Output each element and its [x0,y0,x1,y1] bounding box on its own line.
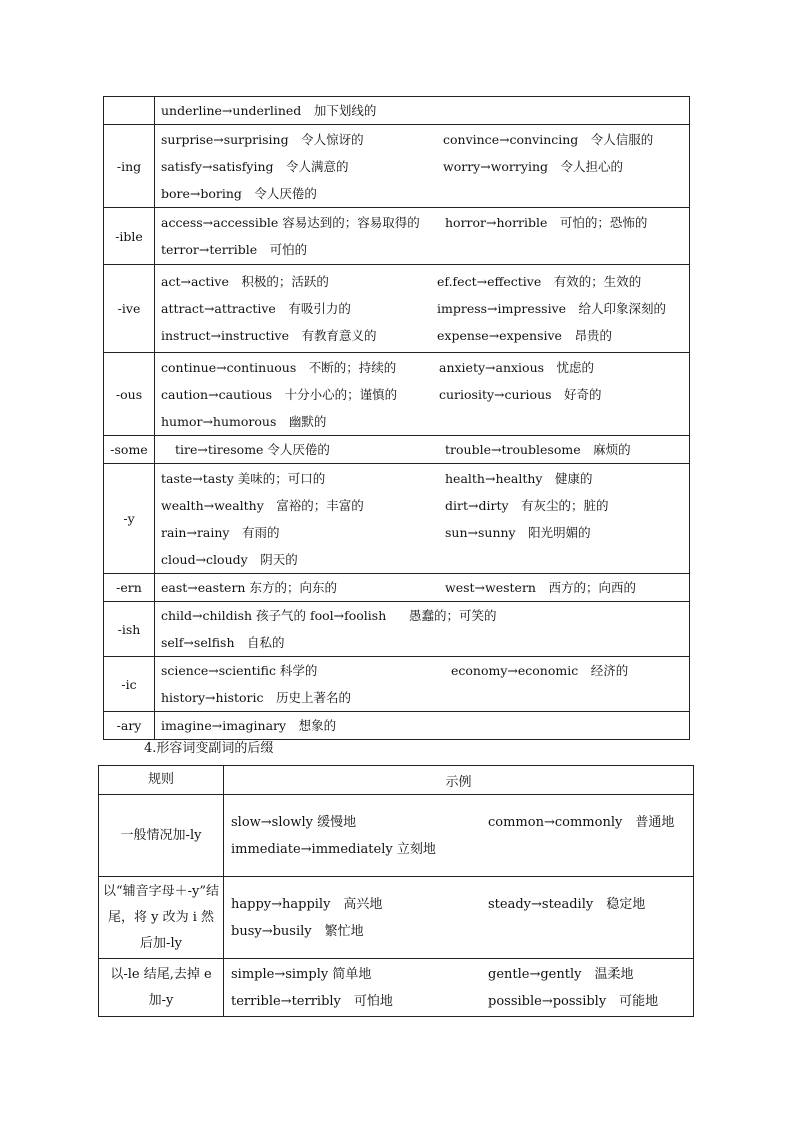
word-entry: busy→busily 繁忙地 [231,923,364,939]
entry-line [224,891,693,918]
entry-line [155,519,689,546]
entry-line [155,465,689,492]
word-entry: instruct→instructive 有教育意义的 [161,328,377,343]
word-entry: terrible→terribly 可怕地 [231,993,393,1009]
header-rule: 规则 [99,766,224,795]
suffix-label: -ing [104,125,155,208]
suffix-row [104,125,690,208]
suffix-label: -some [104,436,155,464]
examples-cell [155,353,690,436]
entry-line [155,712,689,739]
word-entry: history→historic 历史上著名的 [161,690,352,705]
suffix-label: -ic [104,657,155,712]
word-entry: curiosity→curious 好奇的 [439,386,602,402]
section-caption: 4.形容词变副词的后缀 [144,741,274,756]
examples-cell [155,657,690,712]
word-entry: self→selfish 自私的 [161,635,285,650]
word-entry: happy→happily 高兴地 [231,896,383,912]
suffix-table [103,96,690,740]
entry-line [155,381,689,408]
word-entry: sun→sunny 阳光明媚的 [445,524,591,540]
entry-line [155,322,689,349]
suffix-label: -ary [104,712,155,740]
entry-line [155,546,689,573]
word-entry: trouble→troublesome 麻烦的 [445,442,631,457]
examples-cell [155,464,690,574]
word-entry: access→accessible 容易达到的；容易取得的 [161,215,420,230]
suffix-row [104,657,690,712]
entry-line [155,97,689,124]
suffix-row [104,436,690,464]
examples-cell [224,959,694,1017]
word-entry: wealth→wealthy 富裕的；丰富的 [161,497,364,513]
word-entry: immediate→immediately 立刻地 [231,841,436,857]
examples-cell [155,602,690,657]
word-entry: rain→rainy 有雨的 [161,524,280,540]
word-entry: impress→impressive 给人印象深刻的 [437,301,667,316]
suffix-row [104,265,690,353]
suffix-row [104,208,690,265]
word-entry: surprise→surprising 令人惊讶的 [161,131,364,147]
entry-line [224,988,693,1015]
suffix-row [104,712,690,740]
examples-cell [155,574,690,602]
word-entry: taste→tasty 美味的；可口的 [161,470,326,486]
word-entry: health→healthy 健康的 [445,470,593,486]
word-entry: convince→convincing 令人信服的 [443,131,654,147]
adverb-suffix-table [98,765,694,1017]
suffix-row [104,602,690,657]
entry-line [155,629,689,656]
rule-row [99,795,694,877]
header-row [99,766,694,795]
entry-line [155,153,689,180]
rule-text: 一般情况加-ly [99,795,224,877]
suffix-row [104,97,690,125]
word-entry: bore→boring 令人厌倦的 [161,185,317,201]
word-entry: caution→cautious 十分小心的；谨慎的 [161,386,398,402]
entry-line [155,236,689,263]
rule-row [99,959,694,1017]
word-entry: east→eastern 东方的；向东的 [161,580,337,595]
entry-line [155,180,689,207]
word-entry: economy→economic 经济的 [451,663,629,678]
word-entry: act→active 积极的；活跃的 [161,274,329,289]
examples-cell [224,877,694,959]
entry-line [155,209,689,236]
suffix-row [104,574,690,602]
word-entry: common→commonly 普通地 [488,814,675,830]
word-entry: imagine→imaginary 想象的 [161,718,337,733]
word-entry: humor→humorous 幽默的 [161,413,327,429]
examples-cell [155,125,690,208]
word-entry: dirt→dirty 有灰尘的；脏的 [445,497,609,513]
entry-line [155,295,689,322]
word-entry: expense→expensive 昂贵的 [437,328,612,343]
word-entry: worry→worrying 令人担心的 [443,158,623,174]
entry-line [155,684,689,711]
rule-text: 以-le 结尾,去掉 e 加-y [99,959,224,1017]
entry-line [224,961,693,988]
word-entry: west→western 西方的；向西的 [445,580,636,595]
examples-cell [155,712,690,740]
word-entry: gentle→gently 温柔地 [488,966,634,982]
word-entry: simple→simply 简单地 [231,966,372,982]
entry-line [155,408,689,435]
suffix-label [104,97,155,125]
entry-line [155,354,689,381]
word-entry: continue→continuous 不断的；持续的 [161,359,397,375]
examples-cell [155,436,690,464]
entry-line [155,436,689,463]
entry-line [155,268,689,295]
rule-text: 以“辅音字母＋-y”结尾，将 y 改为 i 然后加-ly [99,877,224,959]
word-entry: attract→attractive 有吸引力的 [161,301,351,316]
word-entry: tire→tiresome 令人厌倦的 [175,442,330,457]
word-entry: ef.fect→effective 有效的；生效的 [437,274,642,289]
word-entry: terror→terrible 可怕的 [161,242,308,257]
suffix-label: -y [104,464,155,574]
suffix-label: -ible [104,208,155,265]
entry-line [155,657,689,684]
suffix-label: -ous [104,353,155,436]
word-entry: underline→underlined 加下划线的 [161,103,377,118]
suffix-row [104,464,690,574]
word-entry: 愚蠢的；可笑的 [409,608,497,623]
examples-cell [155,97,690,125]
suffix-row [104,353,690,436]
word-entry: possible→possibly 可能地 [488,993,659,1009]
suffix-label: -ern [104,574,155,602]
examples-cell [224,795,694,877]
entry-line [155,126,689,153]
rule-row [99,877,694,959]
entry-line [224,809,693,836]
word-entry: child→childish 孩子气的 fool→foolish [161,608,387,623]
entry-line [224,836,693,863]
word-entry: steady→steadily 稳定地 [488,896,646,912]
word-entry: satisfy→satisfying 令人满意的 [161,158,349,174]
entry-line [224,918,693,945]
entry-line [155,492,689,519]
word-entry: horror→horrible 可怕的；恐怖的 [445,215,648,230]
suffix-label: -ive [104,265,155,353]
entry-line [155,602,689,629]
word-entry: slow→slowly 缓慢地 [231,814,357,830]
suffix-label: -ish [104,602,155,657]
examples-cell [155,265,690,353]
word-entry: anxiety→anxious 忧虑的 [439,359,595,375]
word-entry: science→scientific 科学的 [161,663,318,678]
entry-line [155,574,689,601]
word-entry: cloud→cloudy 阴天的 [161,551,298,567]
examples-cell [155,208,690,265]
header-examples: 示例 [224,766,694,795]
